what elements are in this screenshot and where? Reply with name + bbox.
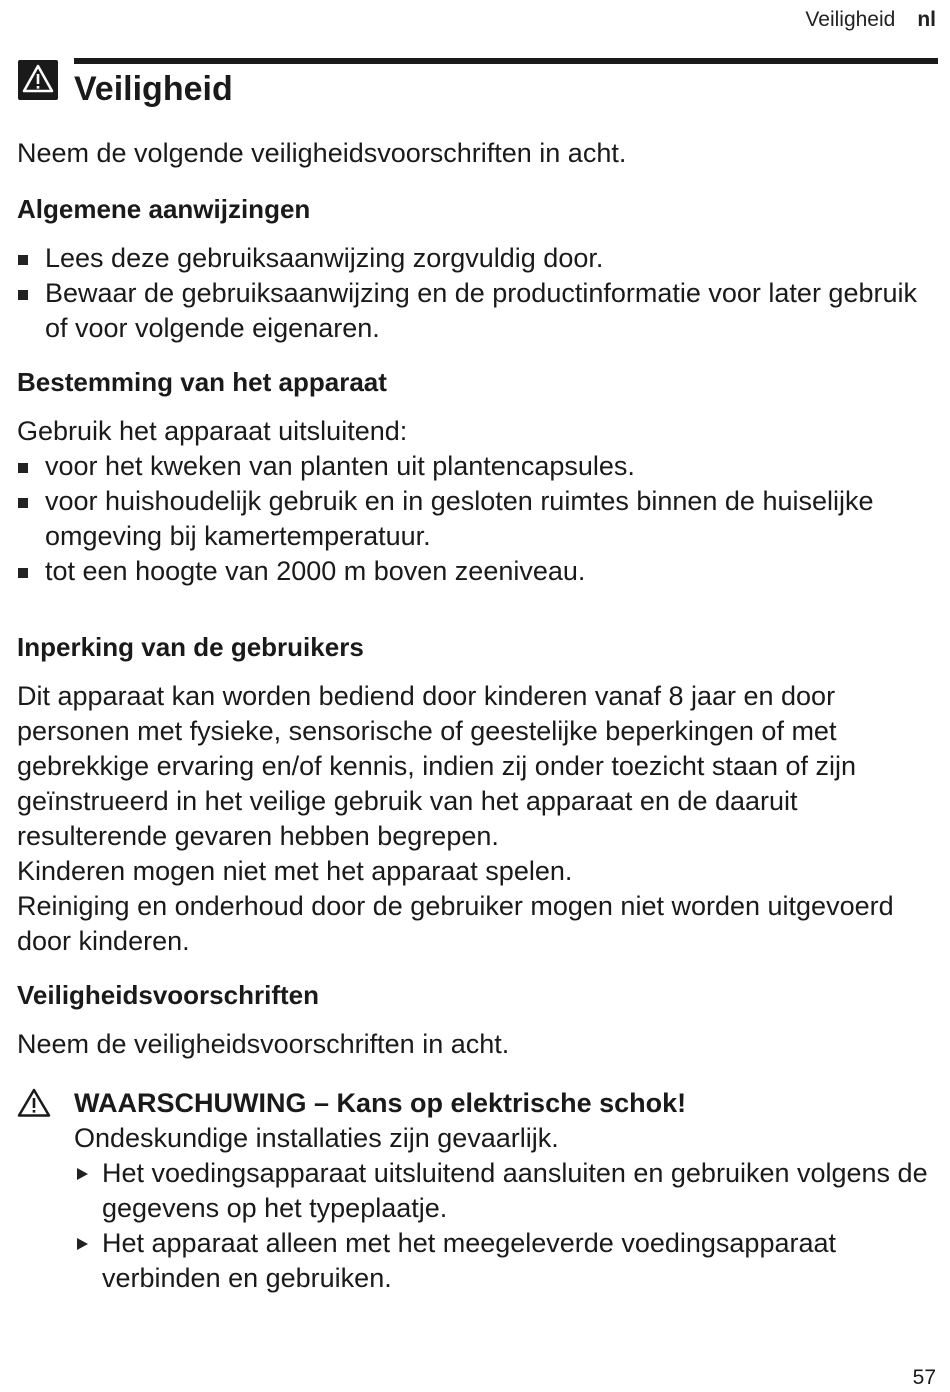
users-paragraph: Dit apparaat kan worden bediend door kinderen vanaf 8 jaar en door personen met fysieke, sensorische of geestelijke beperkingen of met gebrekkige ervaring en/of kennis, indien zij onder toezicht staan of zijn geïnstrueerd in het veilige gebruik van het apparaat en de daaruit resulterende gevaren hebben begrepen. [17, 681, 856, 851]
list-item: voor huishoudelijk gebruik en in gesloten ruimtes binnen de huiselijke omgeving bij kamertemperatuur. [17, 484, 935, 554]
purpose-heading: Bestemming van het apparaat [17, 367, 387, 397]
general-heading: Algemene aanwijzingen [17, 194, 311, 224]
list-item: tot een hoogte van 2000 m boven zeeniveau. [17, 554, 935, 589]
running-header [805, 8, 936, 32]
purpose-lead: Gebruik het apparaat uitsluitend: [17, 416, 408, 446]
rules-intro: Neem de veiligheidsvoorschriften in acht. [17, 1029, 510, 1059]
warning-actions [74, 1156, 935, 1296]
purpose-list [17, 449, 935, 589]
list-item: Lees deze gebruiksaanwijzing zorgvuldig door. [17, 241, 935, 276]
general-list [17, 241, 935, 346]
header-section: Veiligheid [805, 8, 896, 31]
warning-icon [18, 60, 58, 100]
rules-heading: Veiligheidsvoorschriften [17, 980, 319, 1010]
header-language: nl [917, 8, 936, 31]
users-heading: Inperking van de gebruikers [17, 632, 364, 662]
users-paragraph: Kinderen mogen niet met het apparaat spelen. [17, 856, 573, 886]
list-item: voor het kweken van planten uit plantencapsules. [17, 449, 935, 484]
title-rule [74, 58, 938, 64]
warning-text: Ondeskundige installaties zijn gevaarlijk. [74, 1123, 559, 1153]
action-item: Het voedingsapparaat uitsluitend aansluiten en gebruiken volgens de gegevens op het typeplaatje. [74, 1156, 935, 1226]
warning-title: WAARSCHUWING – Kans op elektrische schok! [74, 1088, 687, 1118]
warning-block [17, 1086, 935, 1296]
document-body [17, 136, 935, 1296]
page-number: 57 [912, 1366, 936, 1389]
page-title: Veiligheid [74, 70, 233, 108]
action-item: Het apparaat alleen met het meegeleverde voedingsapparaat verbinden en gebruiken. [74, 1226, 935, 1296]
intro-text: Neem de volgende veiligheidsvoorschriften in acht. [17, 138, 627, 168]
list-item: Bewaar de gebruiksaanwijzing en de productinformatie voor later gebruik of voor volgende eigenaren. [17, 276, 935, 346]
warning-triangle-icon [17, 1088, 51, 1123]
users-paragraph: Reiniging en onderhoud door de gebruiker mogen niet worden uitgevoerd door kinderen. [17, 891, 894, 956]
